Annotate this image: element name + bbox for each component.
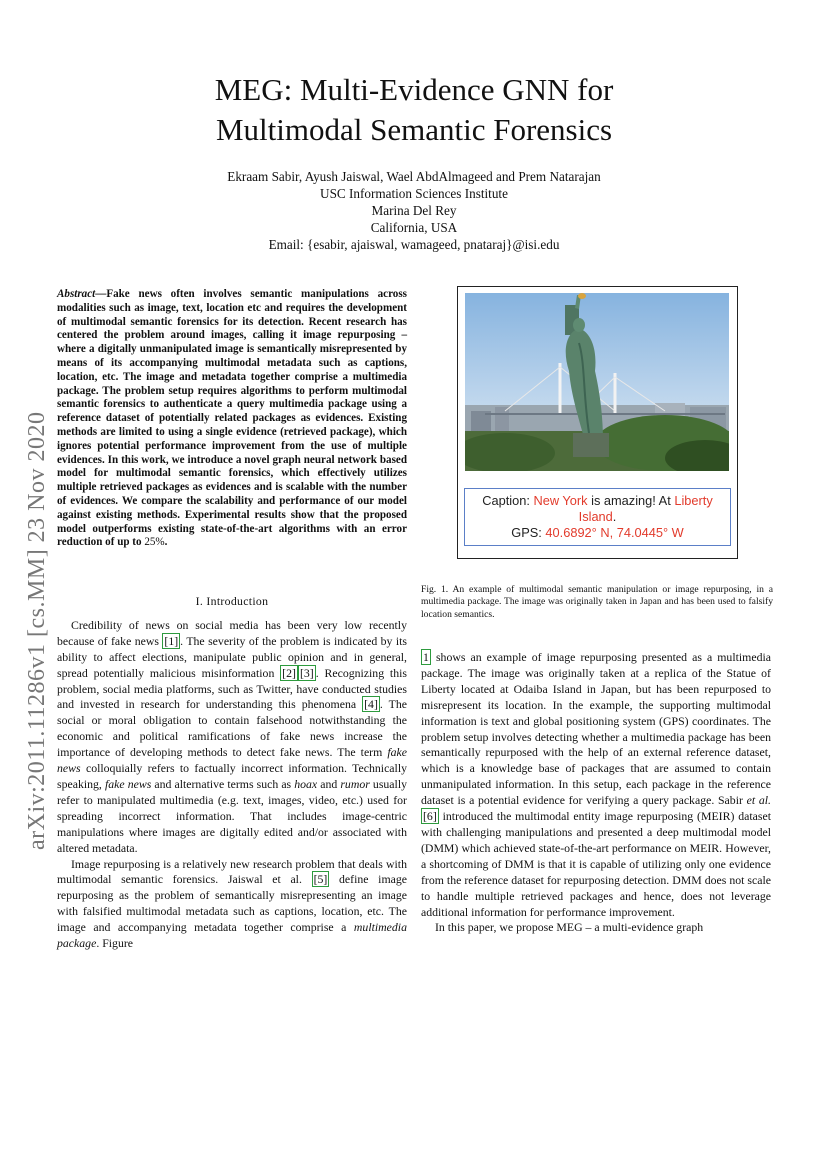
citation-link[interactable]: [5] <box>313 872 328 887</box>
gps-line: GPS: 40.6892° N, 74.0445° W <box>511 525 684 540</box>
arxiv-id: arXiv:2011.11286v1 [cs.MM] 23 Nov 2020 <box>24 411 50 850</box>
citation-link[interactable]: [4] <box>364 697 378 712</box>
affiliation: USC Information Sciences Institute <box>320 186 508 201</box>
paper-title <box>0 70 828 150</box>
email: Email: {esabir, ajaiswal, wamageed, pnataraj}@isi.edu <box>268 237 560 252</box>
abstract-body: —Fake news often involves semantic manipulations across modalities such as image, text, location etc and requires the development of multimodal semantic forensics for its detection. Recent research has centered the problem around images, calling it image repurposing – where a digitally unmanipulated image is semantically misrepresented by means of its accompanying multimodal metadata such as captions, location, etc. The image and metadata together comprise a multimedia package. The problem setup requires algorithms to perform multimodal semantic forensics to authenticate a query multimedia package using a reference dataset of potentially related packages as evidences. Existing methods are limited to using a single evidence (retrieved package), which ignores potential performance improvement from the use of multiple evidences. In this work, we introduce a novel graph neural network based model for multimodal semantic forensics, which effectively utilizes multiple retrieved packages as evidences and is scalable with the number of evidences. We compare the scalability and performance of our model against existing methods. Experimental results show that the proposed model outperforms existing state-of-the-art algorithms with an error reduction of up to <box>57 288 407 549</box>
caption-line: Caption: New York is amazing! At Liberty Island. <box>482 493 713 524</box>
arxiv-stamp <box>16 348 56 848</box>
citation-link[interactable]: [2] <box>282 665 296 680</box>
title-line-2: Multimodal Semantic Forensics <box>215 112 613 147</box>
state: California, USA <box>370 220 458 235</box>
citation-link[interactable]: [1] <box>164 633 179 648</box>
right-paragraph-1: 1 shows an example of image repurposing presented as a multimedia package. The image was originally taken at a replica of the Statue of Liberty located at Odaiba Island in Japan, but has been repurposed to misrepresent its location. In the example, the supporting multimodal information is text and global positioning system (GPS) coordinates. The problem setup involves detecting whether a multimedia package has been semantically repurposed with the help of an external reference dataset, which is a knowledge base of packages that are assumed to contain unmanipulated information. In this setup, each package in the reference dataset is a potential evidence for verifying a query package. Sabir et al. [6] introduced the multimodal entity image repurposing (MEIR) dataset with challenging manipulations and presented a deep multimodal model (DMM) which achieved state-of-the-art performance on MEIR. However, a shortcoming of DMM is that it is capable of utilizing only one evidence from the reference dataset for repurposing detection. DMM does not scale to handle multiple retrieved packages and hence, does not leverage additional information for performance improvement. <box>421 650 772 919</box>
author-block <box>0 168 828 253</box>
figure-1 <box>457 286 738 559</box>
citation-link[interactable]: [6] <box>423 809 437 824</box>
author-names: Ekraam Sabir, Ayush Jaiswal, Wael AbdAlmageed and Prem Natarajan <box>227 169 601 184</box>
right-column-text <box>421 650 771 936</box>
intro-paragraph-2: Image repurposing is a relatively new research problem that deals with multimodal semantic forensics. Jaiswal et al. [5] define image repurposing as the problem of semantically misrepresenting an image with falsified multimodal metadata such as captions, location, etc. The image and accompanying metadata together comprise a multimedia package. Figure <box>57 856 407 951</box>
title-line-1: MEG: Multi-Evidence GNN for <box>214 72 614 107</box>
intro-paragraph-1: Credibility of news on social media has been very low recently because of fake news [1] . The severity of the problem is indicated by its ability to affect elections, manipulate public opinion and in general, spread potentially malicious misinformation [2] [3] . Recognizing this problem, social media platforms, such as Twitter, have conducted studies and invested in research for understanding this phenomena [4] . The social or moral obligation to contain falsehood notwithstanding the economic and political ramifications of fake news increase the importance of developing methods to detect fake news. The term fake news colloquially refers to factually incorrect information. Technically speaking, fake news and alternative terms such as hoax and rumor usually refer to manipulated multimedia (e.g. text, images, video, etc.) used for spreading incorrect information. That includes image-centric manipulations where images are digitally edited and/or associated with altered metadata. <box>57 617 408 855</box>
abstract-percent: 25% <box>144 536 165 549</box>
right-paragraph-2: In this paper, we propose MEG – a multi-evidence graph <box>435 920 704 935</box>
abstract-lead: Abstract <box>57 288 96 300</box>
abstract <box>57 288 407 550</box>
introduction-section <box>57 594 407 952</box>
citation-link[interactable]: [3] <box>299 665 314 680</box>
city: Marina Del Rey <box>371 203 457 218</box>
multimedia-caption-box <box>464 488 731 546</box>
section-heading: I. Introduction <box>195 594 269 608</box>
figure-link[interactable]: 1 <box>423 650 429 664</box>
abstract-end: . <box>164 536 168 549</box>
figure-caption: Fig. 1. An example of multimodal semantic manipulation or image repurposing, in a multimedia package. The image was originally taken in Japan and has been used to falsify location semantics. <box>421 584 773 620</box>
statue-of-liberty-image <box>465 293 729 471</box>
statue-photo <box>465 293 729 471</box>
